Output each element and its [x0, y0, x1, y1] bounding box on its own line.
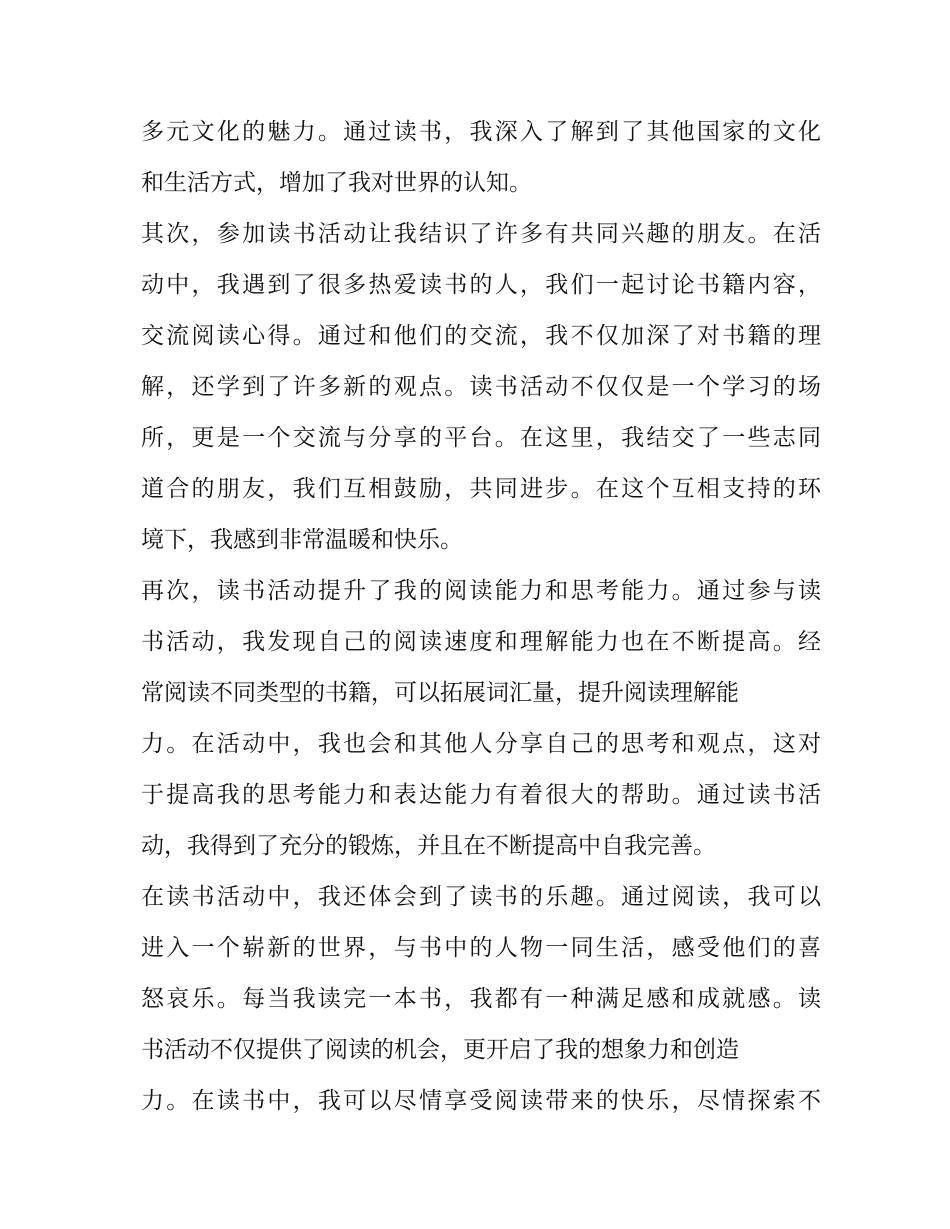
text-line: 力。在活动中，我也会和其他人分享自己的思考和观点，这对	[141, 731, 821, 757]
text-line: 书活动，我发现自己的阅读速度和理解能力也在不断提高。经	[141, 629, 821, 655]
text-line: 进入一个崭新的世界，与书中的人物一同生活，感受他们的喜	[141, 935, 821, 961]
text-line: 书活动不仅提供了阅读的机会，更开启了我的想象力和创造	[141, 1037, 739, 1063]
document-body	[141, 107, 821, 1127]
text-line: 道合的朋友，我们互相鼓励，共同进步。在这个互相支持的环	[141, 476, 821, 502]
text-line: 交流阅读心得。通过和他们的交流，我不仅加深了对书籍的理	[141, 323, 821, 349]
text-line: 动，我得到了充分的锻炼，并且在不断提高中自我完善。	[141, 833, 716, 859]
text-line: 境下，我感到非常温暖和快乐。	[141, 527, 463, 553]
text-line: 在读书活动中，我还体会到了读书的乐趣。通过阅读，我可以	[141, 884, 821, 910]
text-line: 怒哀乐。每当我读完一本书，我都有一种满足感和成就感。读	[141, 986, 821, 1012]
text-line: 再次，读书活动提升了我的阅读能力和思考能力。通过参与读	[141, 578, 821, 604]
text-line: 和生活方式，增加了我对世界的认知。	[141, 170, 532, 196]
text-line: 解，还学到了许多新的观点。读书活动不仅仅是一个学习的场	[141, 374, 821, 400]
text-line: 其次，参加读书活动让我结识了许多有共同兴趣的朋友。在活	[141, 221, 821, 247]
text-line: 力。在读书中，我可以尽情享受阅读带来的快乐，尽情探索不	[141, 1088, 821, 1114]
text-line: 常阅读不同类型的书籍，可以拓展词汇量，提升阅读理解能	[141, 680, 739, 706]
text-line: 所，更是一个交流与分享的平台。在这里，我结交了一些志同	[141, 425, 821, 451]
text-line: 多元文化的魅力。通过读书，我深入了解到了其他国家的文化	[141, 119, 821, 145]
text-line: 动中，我遇到了很多热爱读书的人，我们一起讨论书籍内容，	[141, 272, 821, 298]
text-line: 于提高我的思考能力和表达能力有着很大的帮助。通过读书活	[141, 782, 821, 808]
